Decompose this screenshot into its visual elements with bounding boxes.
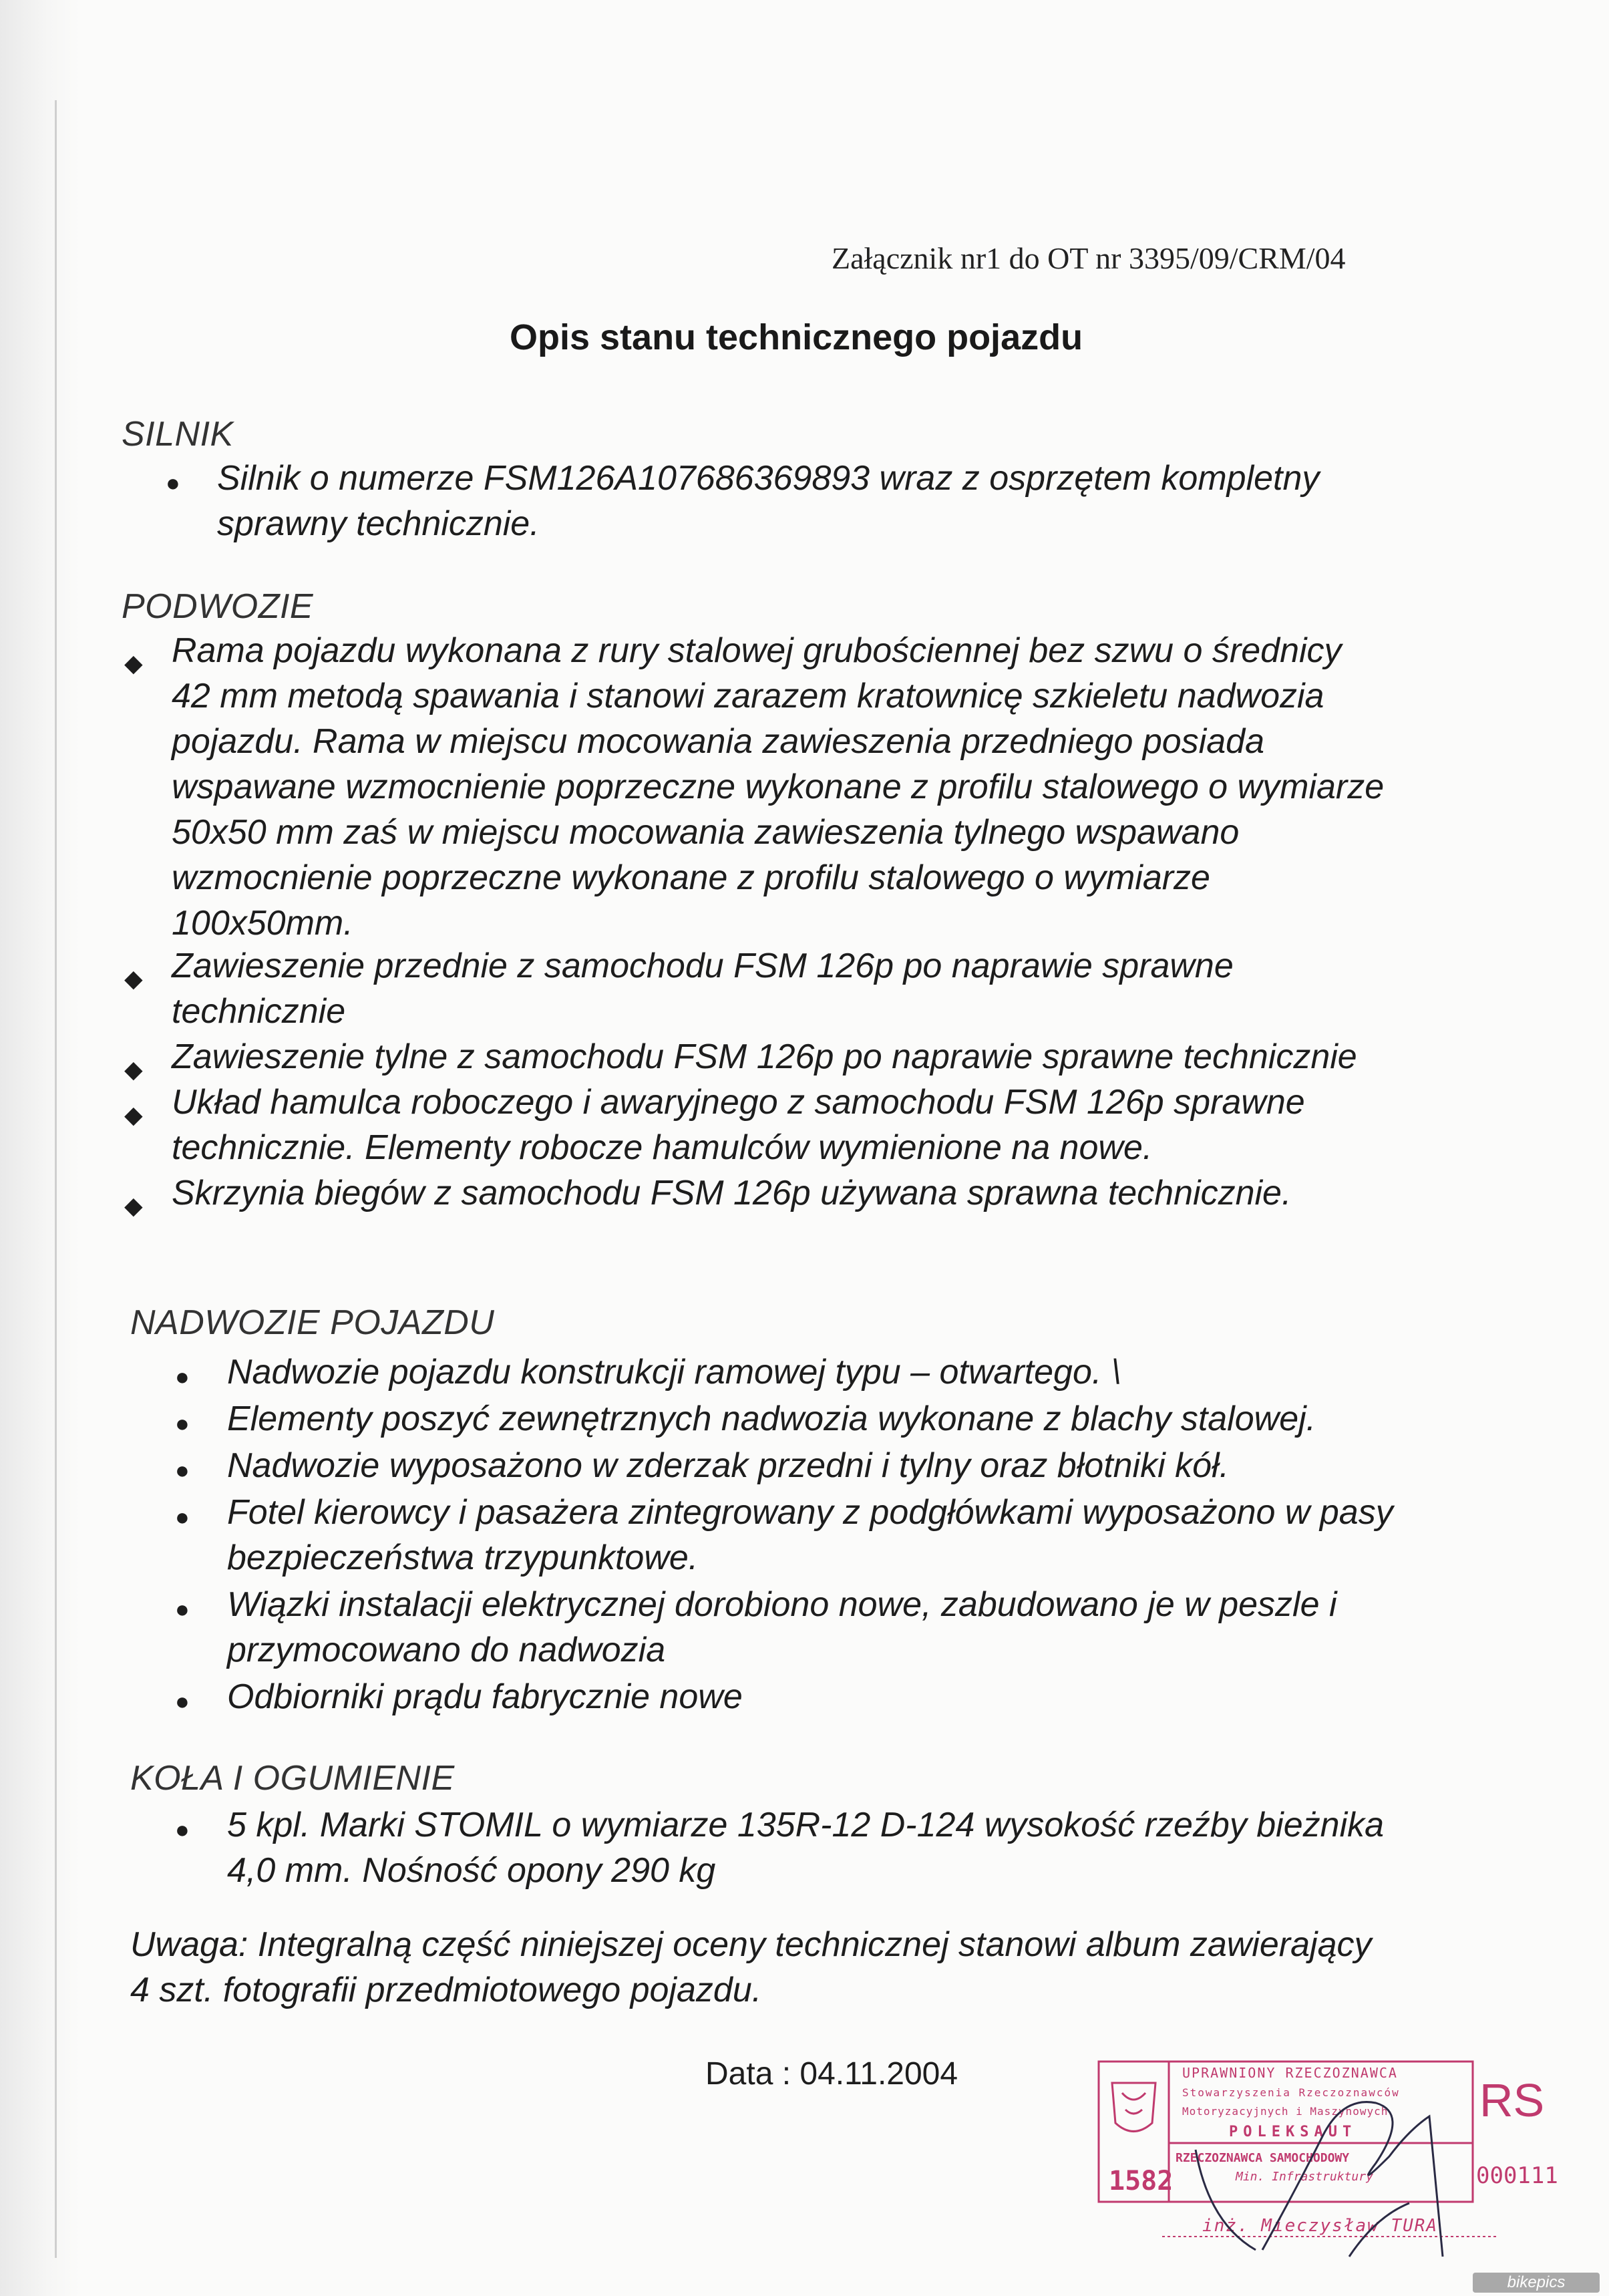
eagle-emblem-icon: [1112, 2083, 1155, 2132]
list-item: Nadwozie pojazdu konstrukcji ramowej typu – otwartego. \: [227, 1353, 1121, 1391]
list-item: Skrzynia biegów z samochodu FSM 126p używana sprawna technicznie.: [172, 1174, 1292, 1212]
attachment-reference: Załącznik nr1 do OT nr 3395/09/CRM/04: [832, 241, 1346, 275]
list-item: Nadwozie wyposażono w zderzak przedni i tylny oraz błotniki kół.: [227, 1446, 1230, 1485]
section-heading-nadwozie: NADWOZIE POJAZDU: [130, 1303, 495, 1342]
bullet-diamond-icon: ◆: [124, 1055, 143, 1083]
document-title: Opis stanu technicznego pojazdu: [510, 317, 1083, 357]
eagle-emblem-detail: [1122, 2093, 1145, 2114]
list-item: Zawieszenie przednie z samochodu FSM 126p po naprawie sprawne technicznie: [172, 947, 1234, 1031]
stamp-text-line: inż. Mieczysław TURA: [1202, 2216, 1439, 2236]
bullet-dot-icon: ●: [166, 469, 180, 496]
list-item: Zawieszenie tylne z samochodu FSM 126p po naprawie sprawne technicznie: [172, 1037, 1357, 1076]
list-item: Silnik o numerze FSM126A107686369893 wraz z osprzętem kompletny sprawny technicznie.: [217, 459, 1320, 543]
official-stamp: [1095, 2056, 1558, 2257]
section-heading-kola: KOŁA I OGUMIENIE: [130, 1759, 455, 1798]
bullet-diamond-icon: ◆: [124, 965, 143, 992]
stamp-code: 000111: [1476, 2162, 1558, 2189]
stamp-text-line: Stowarzyszenia Rzeczoznawców: [1182, 2086, 1400, 2099]
stamp-text-line: UPRAWNIONY RZECZOZNAWCA: [1182, 2065, 1398, 2081]
bullet-diamond-icon: ◆: [124, 1192, 143, 1219]
watermark-logo: bikepics: [1473, 2273, 1600, 2293]
list-item: Układ hamulca roboczego i awaryjnego z samochodu FSM 126p sprawne technicznie. Elementy robocze hamulców wymienione na nowe.: [172, 1083, 1305, 1167]
list-item: Rama pojazdu wykonana z rury stalowej grubościennej bez szwu o średnicy 42 mm metodą spawania i stanowi zarazem kratownicę szkieletu nadwozia pojazdu. Rama w miejscu mocowania zawieszenia przedniego posiada wspawane wzmocnienie poprzeczne wykonane z profilu stalowego o wymiarze 50x50 mm zaś w miejscu mocowania zawieszenia tylnego wspawano wzmocnienie poprzeczne wykonane z profilu stalowego o wymiarze 100x50mm.: [172, 631, 1385, 943]
stamp-text-line: Motoryzacyjnych i Maszynowych: [1182, 2105, 1389, 2118]
page-left-shadow: [0, 0, 80, 2296]
stamp-rs-mark: RS: [1479, 2074, 1545, 2126]
remark-note: Uwaga: Integralną część niniejszej oceny technicznej stanowi album zawierający 4 szt. fotografii przedmiotowego pojazdu.: [130, 1925, 1372, 2009]
stamp-number: 1582: [1109, 2166, 1174, 2196]
list-item: Odbiorniki prądu fabrycznie nowe: [227, 1677, 743, 1716]
list-item: 5 kpl. Marki STOMIL o wymiarze 135R-12 D-124 wysokość rzeźby bieżnika 4,0 mm. Nośność opony 290 kg: [227, 1806, 1385, 1890]
bullet-diamond-icon: ◆: [124, 649, 143, 677]
bullet-dot-icon: ●: [175, 1816, 190, 1843]
bullet-dot-icon: ●: [175, 1456, 190, 1484]
document-date: Data : 04.11.2004: [705, 2056, 958, 2092]
page-fold-line: [55, 100, 57, 2258]
list-item: Fotel kierowcy i pasażera zintegrowany z podgłówkami wyposażono w pasy bezpieczeństwa trzypunktowe.: [227, 1493, 1393, 1577]
stamp-text-line: RZECZOZNAWCA SAMOCHODOWY: [1176, 2151, 1350, 2165]
bullet-dot-icon: ●: [175, 1595, 190, 1623]
bullet-dot-icon: ●: [175, 1687, 190, 1715]
list-item: Elementy poszyć zewnętrznych nadwozia wykonane z blachy stalowej.: [227, 1400, 1316, 1438]
section-heading-podwozie: PODWOZIE: [122, 587, 314, 626]
bullet-dot-icon: ●: [175, 1363, 190, 1390]
list-item: Wiązki instalacji elektrycznej dorobiono nowe, zabudowano je w peszle i przymocowano do nadwozia: [227, 1585, 1337, 1669]
bullet-diamond-icon: ◆: [124, 1101, 143, 1128]
section-heading-silnik: SILNIK: [122, 415, 234, 454]
bullet-dot-icon: ●: [175, 1503, 190, 1530]
bullet-dot-icon: ●: [175, 1410, 190, 1437]
stamp-text-line: POLEKSAUT: [1229, 2124, 1357, 2140]
stamp-text-line: Min. Infrastruktury: [1236, 2170, 1373, 2184]
